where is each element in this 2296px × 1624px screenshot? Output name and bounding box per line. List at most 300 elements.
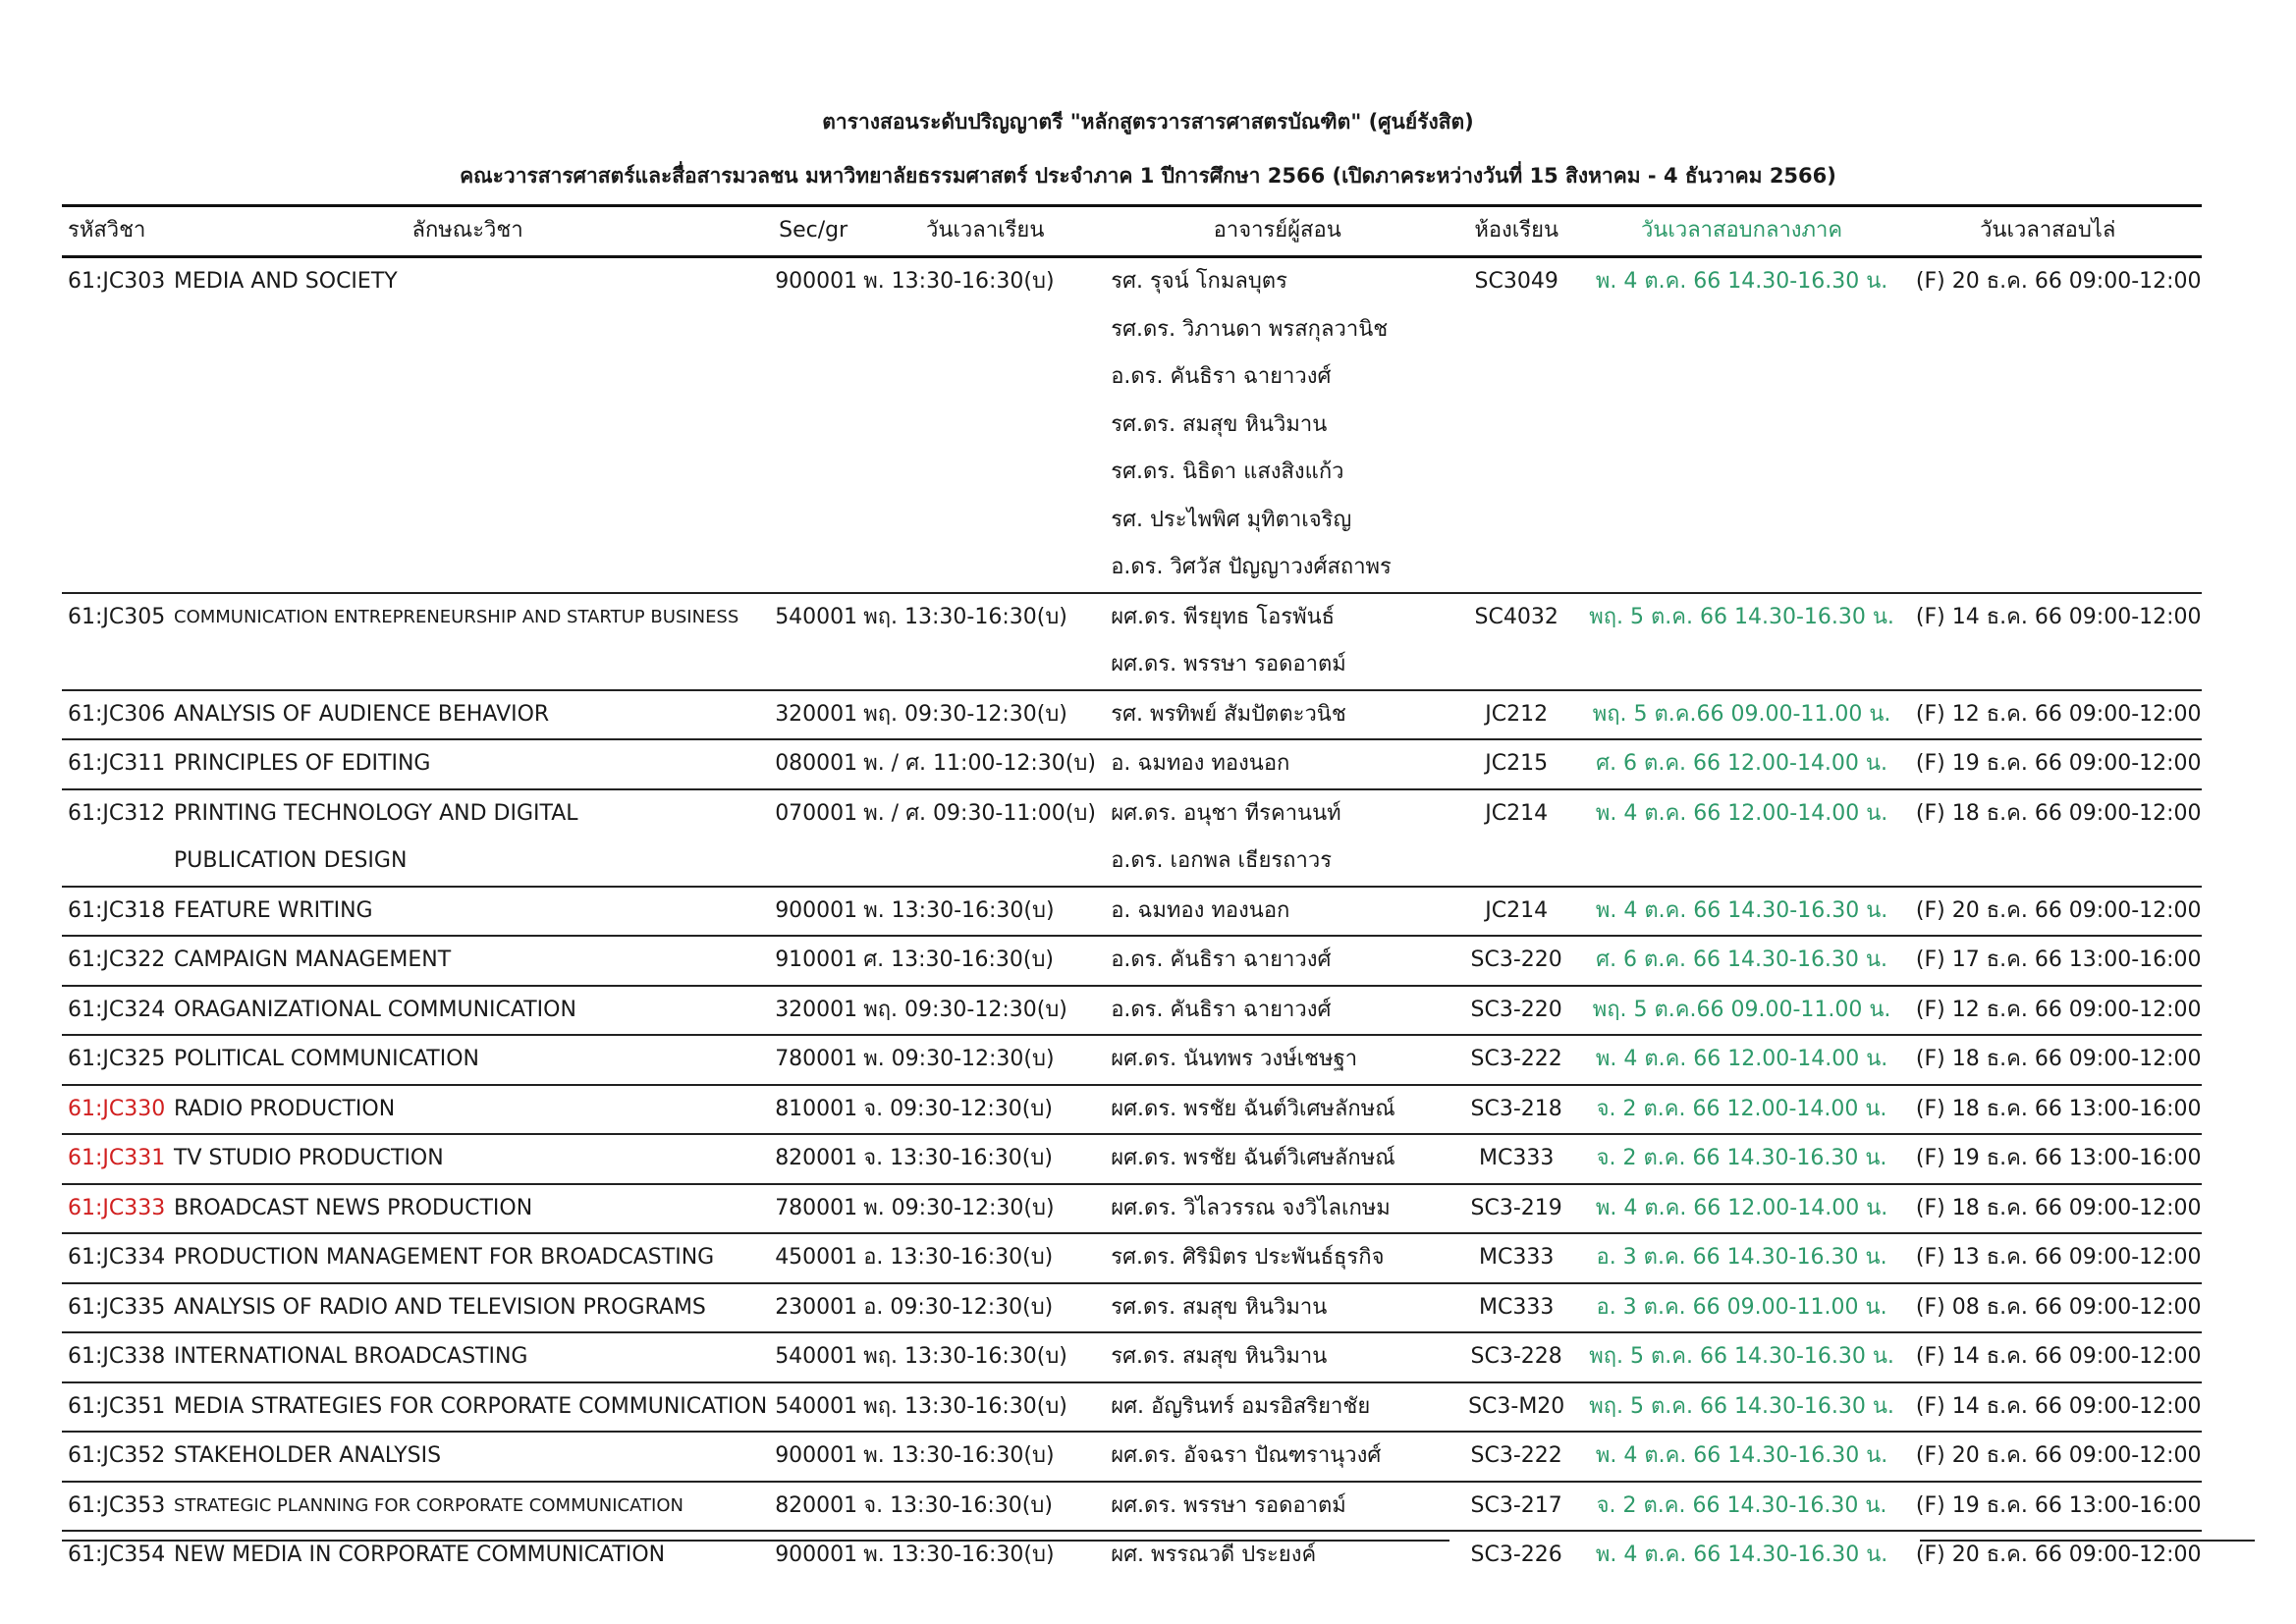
course-section bbox=[767, 936, 859, 986]
instructor bbox=[1111, 1134, 1444, 1184]
midterm-exam bbox=[1589, 789, 1894, 887]
course-section bbox=[767, 1184, 859, 1234]
midterm-exam bbox=[1589, 1382, 1894, 1433]
classroom bbox=[1444, 1233, 1589, 1283]
course-code bbox=[62, 1382, 168, 1433]
classroom bbox=[1444, 1035, 1589, 1085]
course-section-line: 080001 bbox=[775, 751, 858, 776]
classroom-line: SC3-222 bbox=[1470, 1443, 1562, 1468]
classroom-line: SC4032 bbox=[1474, 604, 1558, 629]
classroom-line: SC3-220 bbox=[1470, 947, 1562, 972]
midterm-exam-line: พฤ. 5 ต.ค. 66 14.30-16.30 น. bbox=[1589, 1344, 1894, 1369]
instructor bbox=[1111, 257, 1444, 593]
midterm-exam bbox=[1589, 1233, 1894, 1283]
final-exam bbox=[1894, 1085, 2202, 1135]
instructor bbox=[1111, 1382, 1444, 1433]
classroom bbox=[1444, 936, 1589, 986]
course-name-line: PRINTING TECHNOLOGY AND DIGITAL bbox=[174, 800, 578, 826]
col-header-final: วันเวลาสอบไล่ bbox=[1894, 206, 2202, 257]
col-header-code: รหัสวิชา bbox=[62, 206, 168, 257]
classroom-line: JC215 bbox=[1485, 751, 1549, 776]
course-section-line: 900001 bbox=[775, 269, 858, 294]
final-exam-line: (F) 12 ธ.ค. 66 09:00-12:00 bbox=[1915, 997, 2202, 1022]
class-time-line: พฤ. 13:30-16:30(บ) bbox=[863, 1344, 1067, 1369]
course-section bbox=[767, 739, 859, 789]
final-exam-line: (F) 08 ธ.ค. 66 09:00-12:00 bbox=[1915, 1294, 2202, 1320]
course-name-line: CAMPAIGN MANAGEMENT bbox=[174, 947, 452, 972]
course-section-line: 320001 bbox=[775, 997, 858, 1022]
final-exam-line: (F) 19 ธ.ค. 66 13:00-16:00 bbox=[1915, 1146, 2202, 1170]
midterm-exam bbox=[1589, 1531, 1894, 1580]
course-name bbox=[168, 739, 767, 789]
instructor-line: รศ. พรทิพย์ สัมปัตตะวนิช bbox=[1111, 701, 1346, 727]
classroom bbox=[1444, 1482, 1589, 1532]
instructor bbox=[1111, 1432, 1444, 1482]
final-exam-line: (F) 14 ธ.ค. 66 09:00-12:00 bbox=[1915, 604, 2202, 629]
final-exam bbox=[1894, 936, 2202, 986]
class-time-line: จ. 09:30-12:30(บ) bbox=[863, 1096, 1053, 1121]
classroom bbox=[1444, 887, 1589, 937]
classroom bbox=[1444, 1382, 1589, 1433]
final-exam-line: (F) 20 ธ.ค. 66 09:00-12:00 bbox=[1915, 1543, 2202, 1567]
class-time-line: พ. / ศ. 11:00-12:30(บ) bbox=[863, 751, 1096, 776]
class-time bbox=[859, 936, 1111, 986]
class-time-line: พ. 13:30-16:30(บ) bbox=[863, 1443, 1055, 1468]
table-row bbox=[62, 1531, 2202, 1580]
midterm-exam-line: พฤ. 5 ต.ค. 66 14.30-16.30 น. bbox=[1589, 1393, 1894, 1419]
course-name-line: STAKEHOLDER ANALYSIS bbox=[174, 1443, 442, 1468]
col-header-sec: Sec/gr bbox=[767, 206, 859, 257]
classroom bbox=[1444, 593, 1589, 690]
course-code-line: 61:JC303 bbox=[68, 269, 166, 294]
course-name bbox=[168, 1035, 767, 1085]
table-row bbox=[62, 1085, 2202, 1135]
final-exam bbox=[1894, 1332, 2202, 1382]
classroom bbox=[1444, 1283, 1589, 1333]
course-section bbox=[767, 1432, 859, 1482]
instructor-line: อ.ดร. วิศวัส ปัญญาวงศ์สถาพร bbox=[1111, 555, 1392, 579]
class-time-line: อ. 09:30-12:30(บ) bbox=[863, 1294, 1054, 1320]
table-row bbox=[62, 1432, 2202, 1482]
class-time-line: พฤ. 09:30-12:30(บ) bbox=[863, 997, 1067, 1022]
instructor-line: รศ.ดร. สมสุข หินวิมาน bbox=[1111, 411, 1328, 437]
class-time bbox=[859, 887, 1111, 937]
course-name-line: COMMUNICATION ENTREPRENEURSHIP AND STARTUP BUSINESS bbox=[174, 606, 739, 627]
course-name bbox=[168, 1332, 767, 1382]
course-section-line: 820001 bbox=[775, 1492, 858, 1518]
final-exam bbox=[1894, 739, 2202, 789]
course-section-line: 910001 bbox=[775, 947, 858, 972]
course-name-line: PRINCIPLES OF EDITING bbox=[174, 751, 431, 776]
classroom-line: MC333 bbox=[1479, 1245, 1555, 1270]
instructor bbox=[1111, 1332, 1444, 1382]
instructor-line: ผศ.ดร. พรชัย ฉันต์วิเศษลักษณ์ bbox=[1111, 1096, 1395, 1121]
final-exam bbox=[1894, 690, 2202, 740]
final-exam bbox=[1894, 257, 2202, 593]
course-section-line: 900001 bbox=[775, 1443, 858, 1468]
instructor-line: ผศ.ดร. อนุชา ทีรคานนท์ bbox=[1111, 800, 1341, 826]
table-row bbox=[62, 739, 2202, 789]
course-name-line: INTERNATIONAL BROADCASTING bbox=[174, 1344, 528, 1369]
course-code bbox=[62, 887, 168, 937]
course-code-line: 61:JC312 bbox=[68, 800, 166, 826]
class-time bbox=[859, 1233, 1111, 1283]
course-code bbox=[62, 1332, 168, 1382]
instructor-line: รศ. ประไพพิศ มุทิตาเจริญ bbox=[1111, 507, 1352, 532]
class-time-line: พฤ. 09:30-12:30(บ) bbox=[863, 701, 1067, 727]
instructor-line: ผศ.ดร. วิไลวรรณ จงวิไลเกษม bbox=[1111, 1195, 1391, 1220]
table-row bbox=[62, 257, 2202, 593]
classroom bbox=[1444, 1332, 1589, 1382]
course-name-line: ANALYSIS OF RADIO AND TELEVISION PROGRAMS bbox=[174, 1294, 706, 1320]
classroom-line: SC3-M20 bbox=[1468, 1393, 1565, 1419]
midterm-exam bbox=[1589, 1184, 1894, 1234]
course-name bbox=[168, 936, 767, 986]
course-section-line: 810001 bbox=[775, 1096, 858, 1121]
course-code bbox=[62, 1531, 168, 1580]
instructor-line: รศ.ดร. ศิริมิตร ประพันธ์ธุรกิจ bbox=[1111, 1245, 1385, 1270]
table-row bbox=[62, 1283, 2202, 1333]
table-row bbox=[62, 789, 2202, 887]
classroom bbox=[1444, 1184, 1589, 1234]
final-exam-line: (F) 12 ธ.ค. 66 09:00-12:00 bbox=[1915, 701, 2202, 727]
table-row bbox=[62, 1482, 2202, 1532]
classroom bbox=[1444, 1134, 1589, 1184]
classroom-line: MC333 bbox=[1479, 1146, 1555, 1170]
course-name bbox=[168, 1531, 767, 1580]
final-exam bbox=[1894, 1482, 2202, 1532]
course-name bbox=[168, 986, 767, 1036]
col-header-name: ลักษณะวิชา bbox=[168, 206, 767, 257]
midterm-exam-line: พ. 4 ต.ค. 66 12.00-14.00 น. bbox=[1595, 800, 1888, 826]
col-header-instructor: อาจารย์ผู้สอน bbox=[1111, 206, 1444, 257]
course-name bbox=[168, 593, 767, 690]
course-section-line: 450001 bbox=[775, 1245, 858, 1270]
midterm-exam-line: จ. 2 ต.ค. 66 14.30-16.30 น. bbox=[1596, 1492, 1887, 1518]
classroom bbox=[1444, 1432, 1589, 1482]
instructor-line: ผศ. อัญรินทร์ อมรอิสริยาชัย bbox=[1111, 1393, 1371, 1419]
course-name bbox=[168, 1134, 767, 1184]
course-code bbox=[62, 1482, 168, 1532]
midterm-exam bbox=[1589, 1482, 1894, 1532]
final-exam-line: (F) 18 ธ.ค. 66 09:00-12:00 bbox=[1915, 1195, 2202, 1220]
instructor-line: ผศ.ดร. นันทพร วงษ์เชษฐา bbox=[1111, 1047, 1358, 1071]
midterm-exam bbox=[1589, 1432, 1894, 1482]
table-row bbox=[62, 986, 2202, 1036]
instructor bbox=[1111, 1184, 1444, 1234]
course-section bbox=[767, 789, 859, 887]
midterm-exam bbox=[1589, 1283, 1894, 1333]
course-section bbox=[767, 1332, 859, 1382]
course-section-line: 900001 bbox=[775, 1543, 858, 1567]
course-section-line: 320001 bbox=[775, 701, 858, 727]
instructor-line: อ.ดร. คันธิรา ฉายาวงศ์ bbox=[1111, 947, 1332, 972]
classroom bbox=[1444, 1531, 1589, 1580]
course-name-line: TV STUDIO PRODUCTION bbox=[174, 1146, 444, 1170]
final-exam-line: (F) 19 ธ.ค. 66 13:00-16:00 bbox=[1915, 1492, 2202, 1518]
bottom-rule-left bbox=[62, 1540, 1449, 1542]
course-code bbox=[62, 1283, 168, 1333]
course-section bbox=[767, 1283, 859, 1333]
col-header-midterm: วันเวลาสอบกลางภาค bbox=[1589, 206, 1894, 257]
course-code-line: 61:JC331 bbox=[68, 1146, 166, 1170]
instructor-line: ผศ.ดร. พีรยุทธ โอรพันธ์ bbox=[1111, 604, 1336, 629]
instructor-line: อ.ดร. คันธิรา ฉายาวงศ์ bbox=[1111, 364, 1332, 389]
classroom-line: SC3-219 bbox=[1470, 1195, 1562, 1220]
course-code-line: 61:JC333 bbox=[68, 1195, 166, 1220]
table-row bbox=[62, 936, 2202, 986]
class-time bbox=[859, 257, 1111, 593]
course-code bbox=[62, 1184, 168, 1234]
midterm-exam bbox=[1589, 1134, 1894, 1184]
table-row bbox=[62, 1184, 2202, 1234]
table-row bbox=[62, 887, 2202, 937]
midterm-exam bbox=[1589, 1035, 1894, 1085]
course-code-line: 61:JC330 bbox=[68, 1096, 166, 1121]
course-name bbox=[168, 690, 767, 740]
final-exam bbox=[1894, 789, 2202, 887]
course-section-line: 900001 bbox=[775, 897, 858, 923]
course-name-line: RADIO PRODUCTION bbox=[174, 1096, 396, 1121]
midterm-exam bbox=[1589, 593, 1894, 690]
instructor bbox=[1111, 739, 1444, 789]
final-exam-line: (F) 13 ธ.ค. 66 09:00-12:00 bbox=[1915, 1245, 2202, 1270]
class-time-line: อ. 13:30-16:30(บ) bbox=[863, 1245, 1054, 1270]
col-header-room: ห้องเรียน bbox=[1444, 206, 1589, 257]
classroom-line: MC333 bbox=[1479, 1294, 1555, 1320]
midterm-exam-line: จ. 2 ต.ค. 66 12.00-14.00 น. bbox=[1596, 1096, 1887, 1121]
class-time bbox=[859, 789, 1111, 887]
classroom bbox=[1444, 739, 1589, 789]
instructor-line: รศ.ดร. นิธิดา แสงสิงแก้ว bbox=[1111, 460, 1344, 484]
course-code bbox=[62, 1432, 168, 1482]
course-section-line: 230001 bbox=[775, 1294, 858, 1320]
classroom-line: SC3-228 bbox=[1470, 1344, 1562, 1369]
midterm-exam-line: พ. 4 ต.ค. 66 14.30-16.30 น. bbox=[1595, 897, 1888, 923]
midterm-exam-line: พ. 4 ต.ค. 66 14.30-16.30 น. bbox=[1595, 1443, 1888, 1468]
course-code-line: 61:JC352 bbox=[68, 1443, 166, 1468]
course-section bbox=[767, 1482, 859, 1532]
classroom-line: JC212 bbox=[1485, 701, 1549, 727]
final-exam bbox=[1894, 1035, 2202, 1085]
instructor bbox=[1111, 1283, 1444, 1333]
midterm-exam-line: พ. 4 ต.ค. 66 14.30-16.30 น. bbox=[1595, 269, 1888, 294]
midterm-exam-line: จ. 2 ต.ค. 66 14.30-16.30 น. bbox=[1596, 1146, 1887, 1170]
classroom-line: JC214 bbox=[1485, 800, 1549, 826]
midterm-exam-line: พ. 4 ต.ค. 66 14.30-16.30 น. bbox=[1595, 1543, 1888, 1567]
class-time-line: พ. / ศ. 09:30-11:00(บ) bbox=[863, 800, 1096, 826]
final-exam-line: (F) 19 ธ.ค. 66 09:00-12:00 bbox=[1915, 751, 2202, 776]
instructor-line: รศ.ดร. วิภานดา พรสกุลวานิช bbox=[1111, 316, 1389, 342]
course-code bbox=[62, 257, 168, 593]
instructor-line: รศ.ดร. สมสุข หินวิมาน bbox=[1111, 1344, 1328, 1369]
midterm-exam-line: ศ. 6 ต.ค. 66 14.30-16.30 น. bbox=[1596, 947, 1887, 972]
classroom-line: JC214 bbox=[1485, 897, 1549, 923]
bottom-rule-right bbox=[1920, 1540, 2255, 1542]
class-time bbox=[859, 1482, 1111, 1532]
instructor bbox=[1111, 593, 1444, 690]
classroom bbox=[1444, 789, 1589, 887]
course-code-line: 61:JC311 bbox=[68, 751, 166, 776]
page-title: ตารางสอนระดับปริญญาตรี "หลักสูตรวารสารศาสตรบัณฑิต" (ศูนย์รังสิต) bbox=[822, 110, 1474, 134]
midterm-exam-line: พ. 4 ต.ค. 66 12.00-14.00 น. bbox=[1595, 1047, 1888, 1071]
table-row bbox=[62, 1233, 2202, 1283]
final-exam bbox=[1894, 1531, 2202, 1580]
final-exam-line: (F) 18 ธ.ค. 66 09:00-12:00 bbox=[1915, 800, 2202, 826]
class-time-line: พฤ. 13:30-16:30(บ) bbox=[863, 604, 1067, 629]
class-time-line: พ. 13:30-16:30(บ) bbox=[863, 1543, 1055, 1567]
course-code bbox=[62, 690, 168, 740]
course-section bbox=[767, 257, 859, 593]
instructor-line: รศ.ดร. สมสุข หินวิมาน bbox=[1111, 1294, 1328, 1320]
course-name bbox=[168, 789, 767, 887]
class-time bbox=[859, 1134, 1111, 1184]
final-exam bbox=[1894, 1184, 2202, 1234]
course-code-line: 61:JC324 bbox=[68, 997, 166, 1022]
course-code bbox=[62, 593, 168, 690]
course-name-line: PRODUCTION MANAGEMENT FOR BROADCASTING bbox=[174, 1245, 715, 1270]
instructor bbox=[1111, 986, 1444, 1036]
course-code-line: 61:JC351 bbox=[68, 1393, 166, 1419]
classroom bbox=[1444, 986, 1589, 1036]
course-code-line: 61:JC306 bbox=[68, 701, 166, 727]
course-section bbox=[767, 593, 859, 690]
course-section-line: 540001 bbox=[775, 604, 858, 629]
final-exam bbox=[1894, 593, 2202, 690]
course-section bbox=[767, 986, 859, 1036]
table-row bbox=[62, 1035, 2202, 1085]
course-name-line: FEATURE WRITING bbox=[174, 897, 373, 923]
course-name bbox=[168, 1482, 767, 1532]
final-exam bbox=[1894, 1233, 2202, 1283]
classroom-line: SC3-218 bbox=[1470, 1096, 1562, 1121]
final-exam bbox=[1894, 1134, 2202, 1184]
midterm-exam bbox=[1589, 936, 1894, 986]
schedule-table bbox=[62, 204, 2202, 1580]
midterm-exam bbox=[1589, 690, 1894, 740]
schedule-body bbox=[62, 257, 2202, 1580]
course-code-line: 61:JC334 bbox=[68, 1245, 166, 1270]
class-time bbox=[859, 1332, 1111, 1382]
class-time bbox=[859, 986, 1111, 1036]
midterm-exam-line: ศ. 6 ต.ค. 66 12.00-14.00 น. bbox=[1596, 751, 1887, 776]
course-name bbox=[168, 1382, 767, 1433]
course-name-line: NEW MEDIA IN CORPORATE COMMUNICATION bbox=[174, 1543, 666, 1567]
course-name bbox=[168, 1283, 767, 1333]
class-time bbox=[859, 1184, 1111, 1234]
final-exam-line: (F) 20 ธ.ค. 66 09:00-12:00 bbox=[1915, 1443, 2202, 1468]
course-section bbox=[767, 1035, 859, 1085]
classroom bbox=[1444, 1085, 1589, 1135]
course-name-line: ANALYSIS OF AUDIENCE BEHAVIOR bbox=[174, 701, 550, 727]
instructor-line: อ.ดร. เอกพล เธียรถาวร bbox=[1111, 848, 1333, 873]
class-time-line: พ. 13:30-16:30(บ) bbox=[863, 269, 1055, 294]
course-section bbox=[767, 1085, 859, 1135]
final-exam-line: (F) 14 ธ.ค. 66 09:00-12:00 bbox=[1915, 1344, 2202, 1369]
class-time bbox=[859, 1531, 1111, 1580]
instructor bbox=[1111, 1233, 1444, 1283]
course-code-line: 61:JC354 bbox=[68, 1543, 166, 1567]
course-section bbox=[767, 887, 859, 937]
class-time bbox=[859, 1432, 1111, 1482]
instructor-line: ผศ.ดร. พรรษา รอดอาตม์ bbox=[1111, 652, 1346, 677]
final-exam-line: (F) 14 ธ.ค. 66 09:00-12:00 bbox=[1915, 1393, 2202, 1419]
classroom-line: SC3-222 bbox=[1470, 1047, 1562, 1071]
class-time bbox=[859, 593, 1111, 690]
class-time-line: จ. 13:30-16:30(บ) bbox=[863, 1146, 1053, 1170]
instructor-line: อ.ดร. คันธิรา ฉายาวงศ์ bbox=[1111, 997, 1332, 1022]
class-time bbox=[859, 1382, 1111, 1433]
class-time-line: พ. 09:30-12:30(บ) bbox=[863, 1195, 1055, 1220]
course-section bbox=[767, 1382, 859, 1433]
class-time bbox=[859, 690, 1111, 740]
instructor bbox=[1111, 887, 1444, 937]
course-section-line: 780001 bbox=[775, 1195, 858, 1220]
midterm-exam-line: พฤ. 5 ต.ค.66 09.00-11.00 น. bbox=[1592, 997, 1891, 1022]
course-code bbox=[62, 739, 168, 789]
instructor bbox=[1111, 1035, 1444, 1085]
course-name-line: PUBLICATION DESIGN bbox=[174, 848, 408, 873]
course-section bbox=[767, 1134, 859, 1184]
midterm-exam-line: พ. 4 ต.ค. 66 12.00-14.00 น. bbox=[1595, 1195, 1888, 1220]
final-exam bbox=[1894, 1432, 2202, 1482]
classroom-line: SC3-217 bbox=[1470, 1492, 1562, 1518]
instructor-line: ผศ. พรรณวดี ประยงค์ bbox=[1111, 1543, 1317, 1567]
course-code bbox=[62, 789, 168, 887]
course-code bbox=[62, 986, 168, 1036]
classroom-line: SC3-226 bbox=[1470, 1543, 1562, 1567]
class-time bbox=[859, 1035, 1111, 1085]
course-code-line: 61:JC322 bbox=[68, 947, 166, 972]
final-exam-line: (F) 20 ธ.ค. 66 09:00-12:00 bbox=[1915, 269, 2202, 294]
course-name bbox=[168, 1085, 767, 1135]
course-name-line: MEDIA AND SOCIETY bbox=[174, 269, 398, 294]
course-code bbox=[62, 1085, 168, 1135]
course-code bbox=[62, 1233, 168, 1283]
final-exam bbox=[1894, 986, 2202, 1036]
instructor bbox=[1111, 936, 1444, 986]
page-subtitle: คณะวารสารศาสตร์และสื่อสารมวลชน มหาวิทยาลัยธรรมศาสตร์ ประจำภาค 1 ปีการศึกษา 2566 (เปิดภาคระหว่างวันที่ 15 สิงหาคม - 4 ธันวาคม 2566) bbox=[460, 164, 1836, 188]
course-section bbox=[767, 1233, 859, 1283]
table-row bbox=[62, 593, 2202, 690]
table-row bbox=[62, 1382, 2202, 1433]
instructor bbox=[1111, 690, 1444, 740]
course-code-line: 61:JC305 bbox=[68, 604, 166, 629]
instructor-line: อ. ฉมทอง ทองนอก bbox=[1111, 897, 1290, 923]
course-code-line: 61:JC335 bbox=[68, 1294, 166, 1320]
course-code bbox=[62, 1134, 168, 1184]
classroom-line: SC3049 bbox=[1474, 269, 1558, 294]
midterm-exam-line: อ. 3 ต.ค. 66 09.00-11.00 น. bbox=[1596, 1294, 1887, 1320]
table-header-row bbox=[62, 206, 2202, 257]
class-time-line: พฤ. 13:30-16:30(บ) bbox=[863, 1393, 1067, 1419]
course-name-line: ORAGANIZATIONAL COMMUNICATION bbox=[174, 997, 576, 1022]
course-name bbox=[168, 1432, 767, 1482]
course-code bbox=[62, 936, 168, 986]
course-section-line: 540001 bbox=[775, 1344, 858, 1369]
final-exam-line: (F) 18 ธ.ค. 66 09:00-12:00 bbox=[1915, 1047, 2202, 1071]
instructor bbox=[1111, 1085, 1444, 1135]
final-exam-line: (F) 20 ธ.ค. 66 09:00-12:00 bbox=[1915, 897, 2202, 923]
classroom-line: SC3-220 bbox=[1470, 997, 1562, 1022]
instructor-line: ผศ.ดร. อัจฉรา ปัณฑรานุวงศ์ bbox=[1111, 1443, 1382, 1468]
course-name-line: POLITICAL COMMUNICATION bbox=[174, 1047, 480, 1071]
course-name bbox=[168, 887, 767, 937]
class-time bbox=[859, 739, 1111, 789]
course-code-line: 61:JC318 bbox=[68, 897, 166, 923]
course-name bbox=[168, 1184, 767, 1234]
course-section-line: 820001 bbox=[775, 1146, 858, 1170]
